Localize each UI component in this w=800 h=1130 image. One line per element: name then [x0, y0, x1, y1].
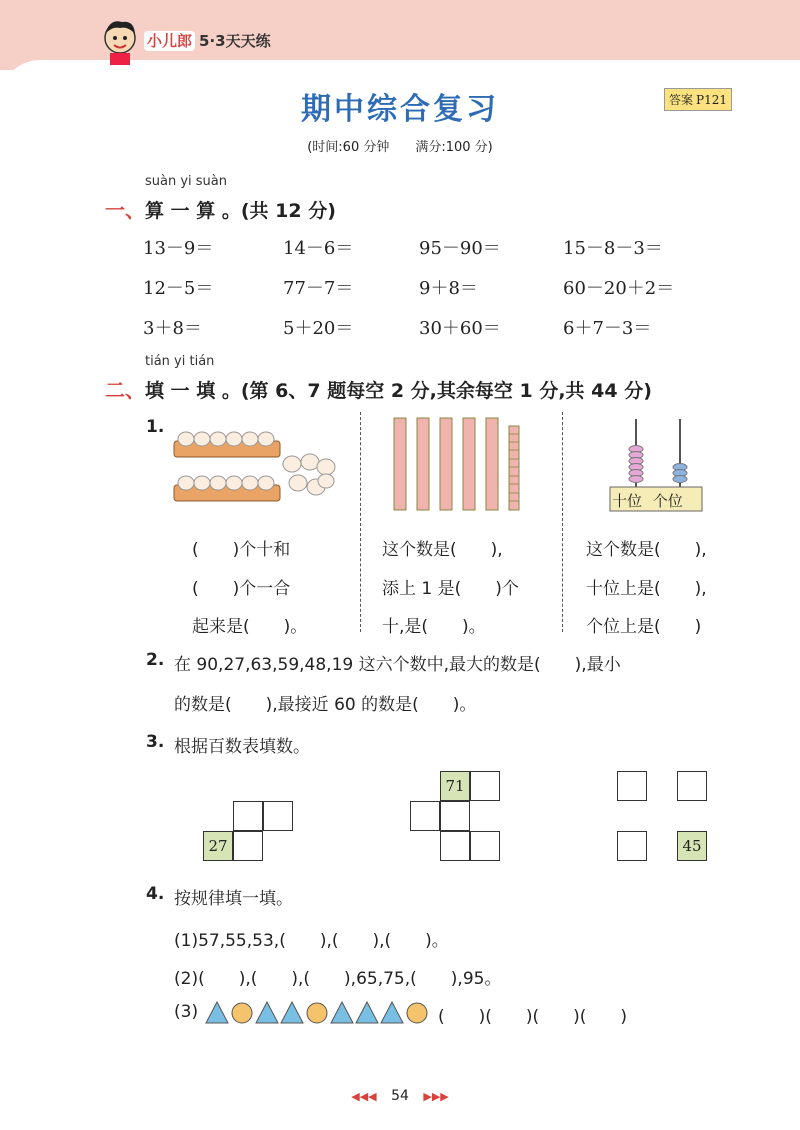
pattern-shapes — [204, 999, 434, 1027]
q1-col1 — [192, 531, 307, 647]
grid-cell — [233, 831, 263, 861]
answer-label: 答案 — [669, 93, 694, 107]
calc-item: 77－7＝ — [283, 278, 354, 299]
section1-number: 一、 — [105, 198, 145, 222]
grid-cell — [263, 801, 293, 831]
page-title: 期中综合复习 — [301, 92, 499, 127]
calc-item: 13－9＝ — [143, 238, 214, 259]
brand-name: 小儿郎 — [144, 31, 195, 51]
grid-cell — [677, 771, 707, 801]
q1-col2-line: 十,是( )。 — [382, 617, 486, 637]
grid-cell — [440, 831, 470, 861]
series-name: 5·3天天练 — [199, 32, 271, 50]
q1-number: 1. — [146, 417, 165, 437]
q3-text: 根据百数表填数。 — [174, 737, 310, 757]
q1-col2-line: 添上 1 是( )个 — [382, 578, 519, 599]
triangle-shape-icon — [356, 1002, 378, 1023]
section1-heading — [105, 194, 336, 223]
answer-page: P121 — [696, 93, 727, 107]
triangle-shape-icon — [381, 1002, 403, 1023]
abacus-ones-label: 个位 — [652, 492, 683, 510]
q4-line2: (2)( ),( ),( ),65,75,( ),95。 — [174, 969, 502, 989]
q1-divider-left — [360, 412, 361, 632]
grid-cell — [233, 801, 263, 831]
calc-item: 30＋60＝ — [419, 318, 501, 339]
calc-item: 6＋7－3＝ — [563, 318, 652, 339]
grid-cell-filled: 27 — [203, 831, 233, 861]
page-footer — [0, 1088, 800, 1104]
calc-item: 9＋8＝ — [419, 278, 478, 299]
q1-col3-line: 个位上是( ) — [586, 617, 702, 637]
q4-line3-blanks: ( )( )( )( ) — [438, 1007, 628, 1027]
calc-item: 5＋20＝ — [283, 318, 354, 339]
grid-cell — [440, 801, 470, 831]
q2-line2: 的数是( ),最接近 60 的数是( )。 — [174, 695, 477, 715]
abacus-labels — [612, 490, 683, 511]
q1-col2-line: 这个数是( ), — [382, 540, 503, 560]
eggs-illustration — [170, 425, 340, 505]
answer-reference — [664, 88, 732, 111]
grid-cell-filled: 45 — [677, 831, 707, 861]
grid-cell — [470, 831, 500, 861]
calc-item: 60－20＋2＝ — [563, 278, 675, 299]
circle-shape-icon — [407, 1003, 427, 1023]
sticks-illustration — [392, 414, 532, 512]
section1-pinyin: suàn yi suàn — [145, 174, 228, 189]
section2-number: 二、 — [105, 378, 145, 402]
calc-item: 12－5＝ — [143, 278, 214, 299]
q4-line3-prefix: (3) — [174, 1002, 199, 1022]
egg-tray-bottom — [174, 476, 280, 501]
q1-col1-line: 起来是( )。 — [192, 617, 308, 637]
q1-divider-right — [562, 412, 563, 632]
q1-col3-line: 这个数是( ), — [586, 540, 707, 560]
calc-item: 95－90＝ — [419, 238, 501, 259]
section2-pinyin: tián yi tián — [145, 354, 215, 369]
grid-cell-filled: 71 — [440, 771, 470, 801]
brand-logo — [144, 30, 271, 51]
triangle-shape-icon — [281, 1002, 303, 1023]
q1-col3 — [586, 531, 707, 647]
abacus-tens-label: 十位 — [612, 492, 643, 510]
q1-col1-line: ( )个十和 — [192, 540, 291, 560]
page-number: 54 — [391, 1088, 409, 1104]
q4-number: 4. — [146, 884, 165, 904]
section2-title: 填 一 填 。(第 6、7 题每空 2 分,其余每空 1 分,共 44 分) — [145, 380, 652, 402]
q4-line1: (1)57,55,53,( ),( ),( )。 — [174, 931, 449, 951]
calc-item: 15－8－3＝ — [563, 238, 663, 259]
triangle-shape-icon — [256, 1002, 278, 1023]
exam-info: (时间:60 分钟 满分:100 分) — [307, 140, 493, 155]
calc-item: 14－6＝ — [283, 238, 354, 259]
triangle-shape-icon — [331, 1002, 353, 1023]
grid-cell — [410, 801, 440, 831]
mascot-boy-icon — [100, 16, 140, 66]
left-arrows-icon: ◀◀◀ — [351, 1090, 377, 1103]
q3-number: 3. — [146, 732, 165, 752]
grid-cell — [617, 771, 647, 801]
section2-heading — [105, 374, 652, 403]
triangle-shape-icon — [206, 1002, 228, 1023]
grid-cell — [617, 831, 647, 861]
circle-shape-icon — [232, 1003, 252, 1023]
right-arrows-icon: ▶▶▶ — [423, 1090, 449, 1103]
egg-tray-top — [174, 432, 280, 457]
q2-number: 2. — [146, 650, 165, 670]
section1-title: 算 一 算 。(共 12 分) — [145, 200, 336, 222]
q1-col3-line: 十位上是( ), — [586, 578, 707, 599]
q2-line1: 在 90,27,63,59,48,19 这六个数中,最大的数是( ),最小 — [174, 655, 621, 675]
circle-shape-icon — [307, 1003, 327, 1023]
q4-text: 按规律填一填。 — [174, 889, 293, 909]
q1-col2 — [382, 531, 519, 647]
grid-cell — [470, 771, 500, 801]
q1-col1-line: ( )个一合 — [192, 578, 291, 599]
calc-item: 3＋8＝ — [143, 318, 202, 339]
